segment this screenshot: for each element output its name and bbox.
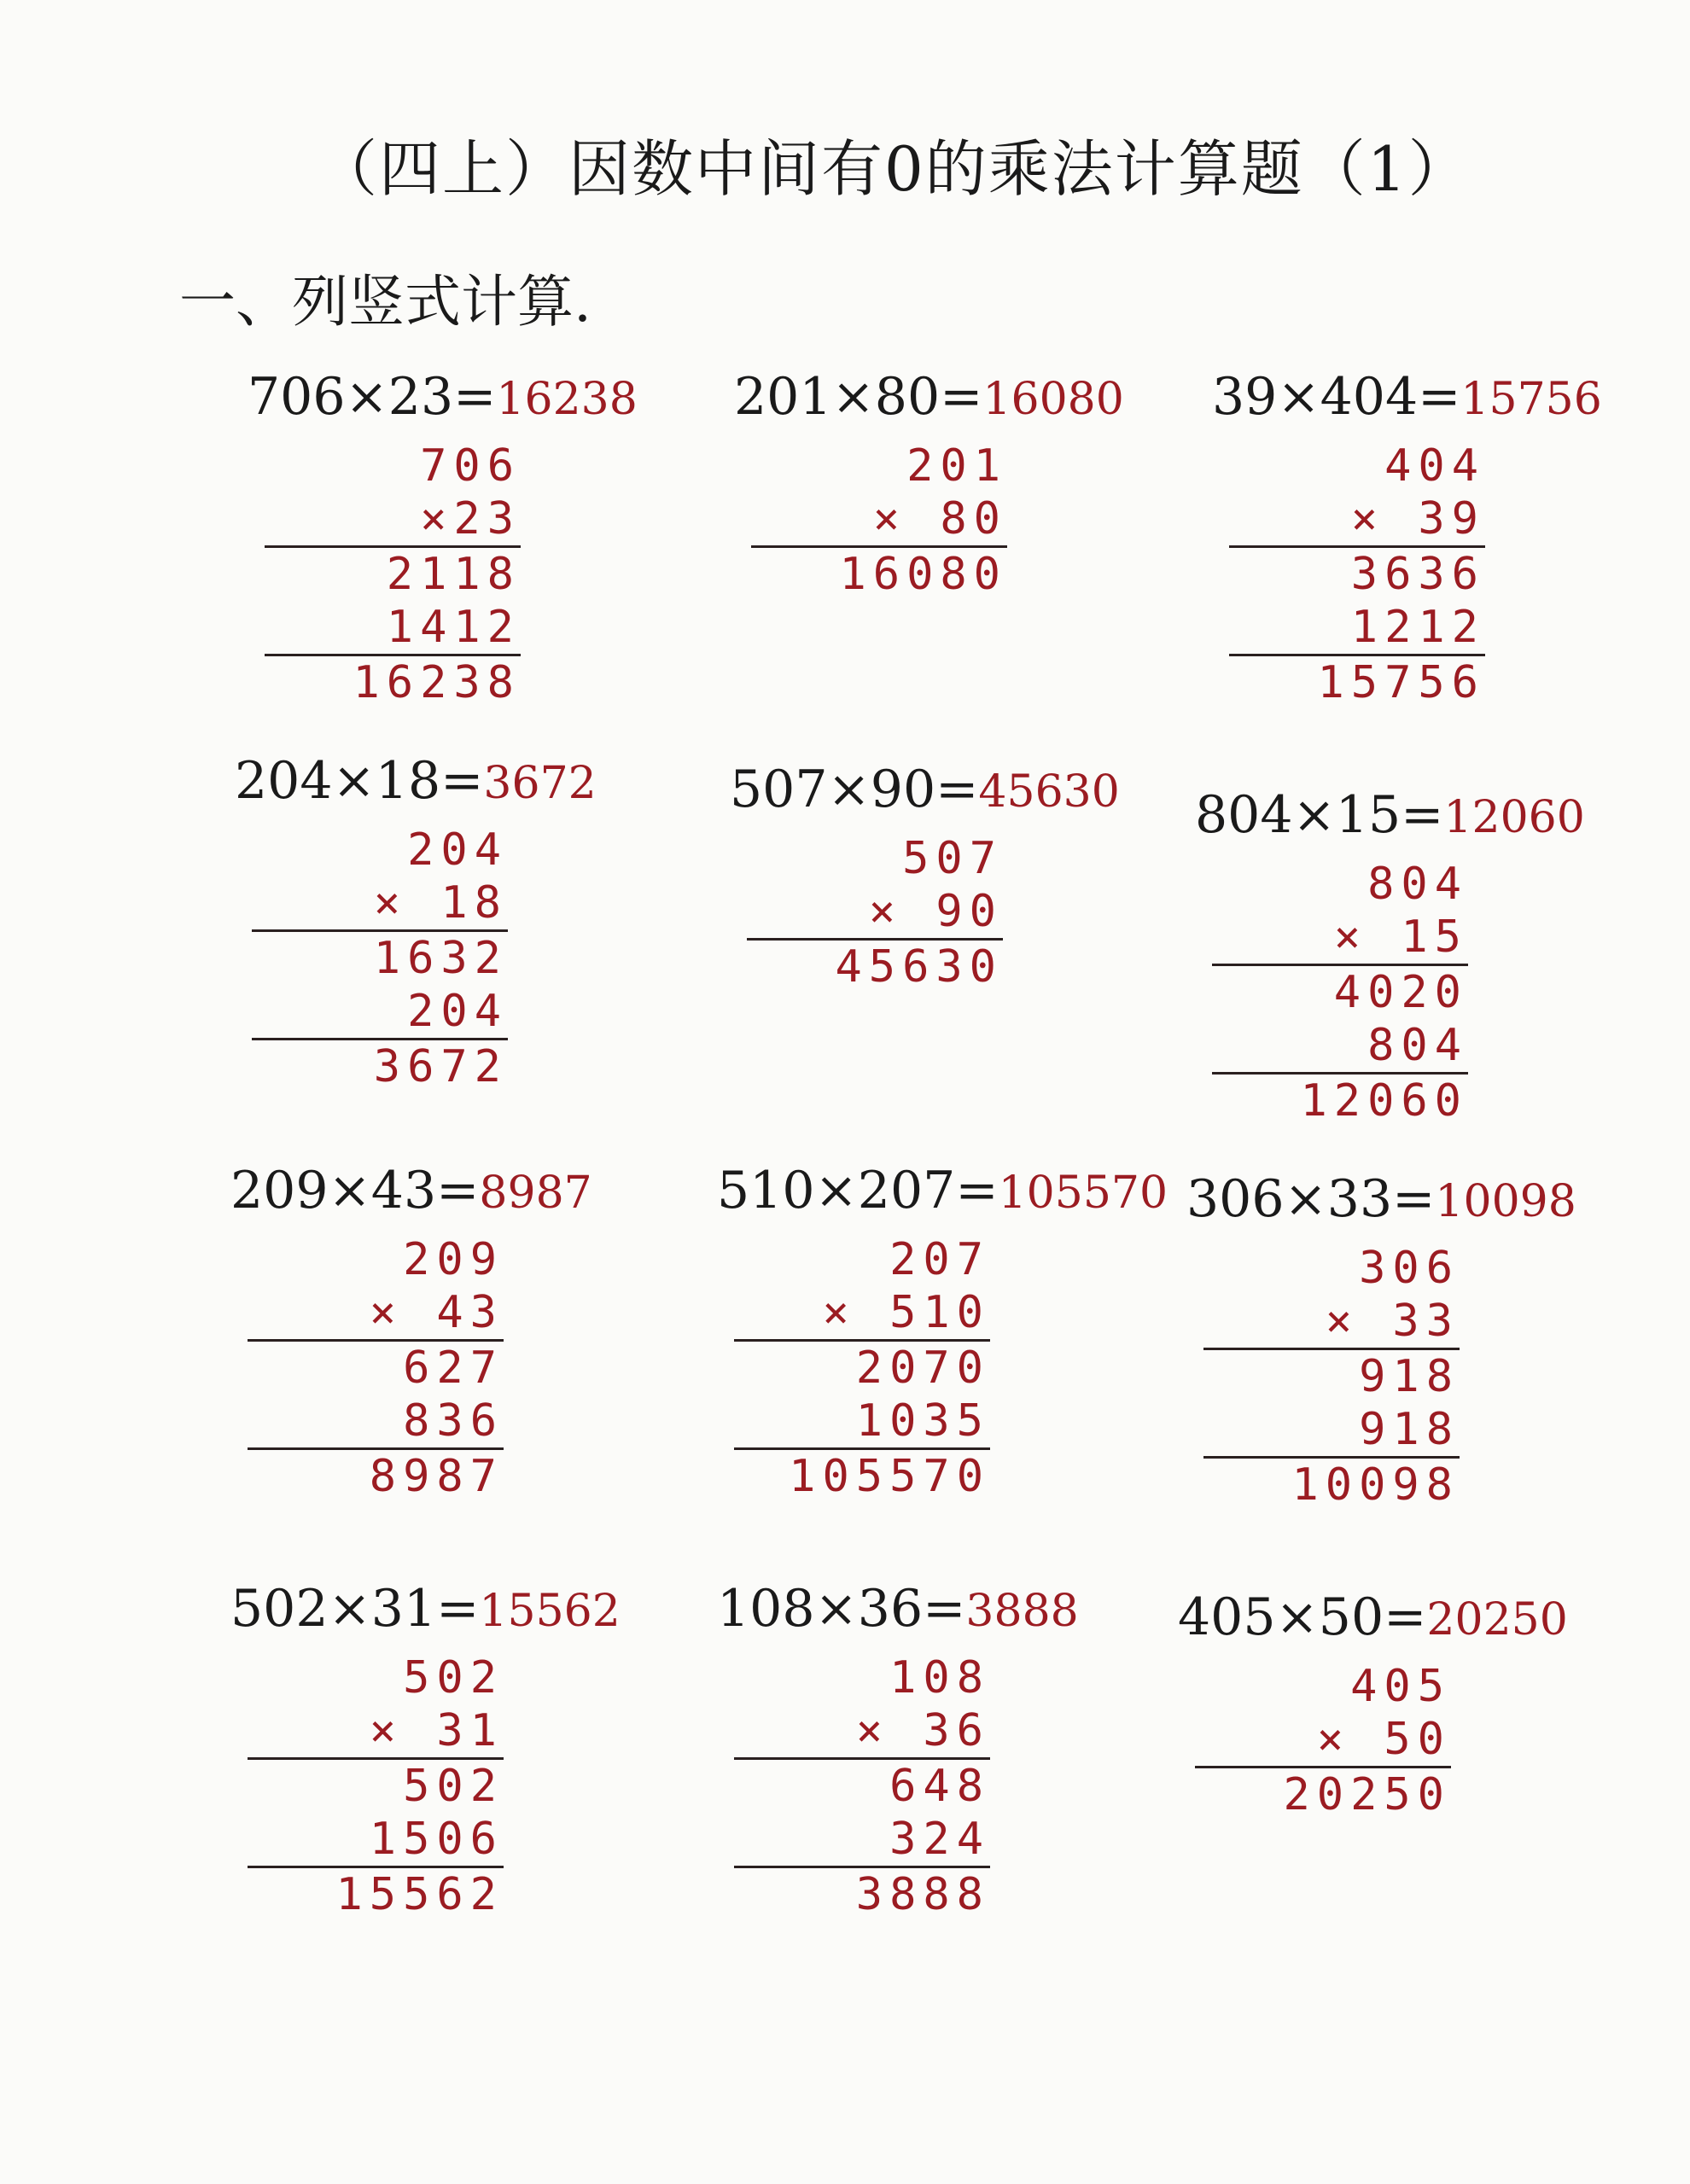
partial-product: 918 <box>1203 1348 1460 1403</box>
vertical-calculation <box>1229 440 1485 709</box>
partial-product: 324 <box>889 1814 990 1865</box>
problem-card <box>230 1161 708 1536</box>
partial-product: 502 <box>248 1757 504 1813</box>
equation <box>734 367 1124 427</box>
equation-text: 306×33= <box>1186 1169 1436 1229</box>
problem-card <box>230 1579 708 1954</box>
problem-card <box>1178 1587 1656 1963</box>
multiplicand: 108 <box>889 1652 990 1704</box>
multiplicand: 507 <box>902 833 1003 884</box>
multiplicand: 404 <box>1384 440 1485 492</box>
problem-card <box>717 1161 1195 1536</box>
vertical-calculation <box>1203 1242 1460 1511</box>
multiplicand: 502 <box>403 1652 504 1704</box>
product: 20250 <box>1195 1766 1451 1821</box>
multiplier: × 50 <box>1316 1714 1451 1765</box>
product: 8987 <box>248 1447 504 1503</box>
equation <box>235 751 597 811</box>
product: 45630 <box>747 938 1003 993</box>
equation <box>730 760 1120 819</box>
equation <box>248 367 638 427</box>
vertical-calculation <box>751 440 1007 601</box>
multiplier: × 90 <box>868 886 1003 937</box>
product: 16080 <box>751 545 1007 601</box>
equation-text: 209×43= <box>230 1161 480 1220</box>
multiplicand: 201 <box>906 440 1007 492</box>
problem-card <box>248 367 726 743</box>
equation-answer: 16080 <box>982 374 1124 425</box>
problem-card <box>1212 367 1690 743</box>
equation-text: 201×80= <box>734 367 983 427</box>
equation-answer: 15562 <box>479 1586 621 1637</box>
multiplier: × 18 <box>373 877 508 929</box>
equation-answer: 12060 <box>1443 792 1585 843</box>
equation-answer: 15756 <box>1460 374 1602 425</box>
problem-card <box>1195 785 1673 1161</box>
equation <box>1186 1169 1576 1229</box>
vertical-calculation <box>1212 858 1468 1127</box>
equation <box>717 1579 1079 1639</box>
equation-answer: 105570 <box>998 1168 1168 1219</box>
equation-text: 108×36= <box>717 1579 966 1639</box>
partial-product: 204 <box>407 986 508 1037</box>
vertical-calculation <box>248 1651 504 1921</box>
partial-product: 1412 <box>386 602 521 653</box>
multiplicand: 306 <box>1359 1243 1460 1294</box>
partial-product: 836 <box>403 1395 504 1447</box>
equation-text: 204×18= <box>235 751 484 811</box>
equation-text: 405×50= <box>1178 1587 1427 1647</box>
product: 10098 <box>1203 1456 1460 1511</box>
product: 15562 <box>248 1866 504 1921</box>
equation-text: 510×207= <box>717 1161 999 1220</box>
multiplier: × 15 <box>1333 911 1468 963</box>
vertical-calculation <box>265 440 521 709</box>
partial-product: 627 <box>248 1339 504 1395</box>
vertical-calculation <box>747 832 1003 993</box>
partial-product: 1212 <box>1350 602 1485 653</box>
problem-card <box>730 760 1208 1135</box>
equation <box>1212 367 1602 427</box>
equation-answer: 45630 <box>978 766 1120 818</box>
equation-text: 39×404= <box>1212 367 1461 427</box>
multiplier: × 510 <box>822 1287 990 1338</box>
worksheet-title: （四上）因数中间有0的乘法计算题（1） <box>316 133 1471 205</box>
product: 15756 <box>1229 654 1485 709</box>
equation-text: 804×15= <box>1195 785 1444 845</box>
section-heading: 一、列竖式计算. <box>179 269 592 335</box>
multiplier: × 80 <box>872 493 1007 545</box>
vertical-calculation <box>1195 1660 1451 1821</box>
multiplicand: 209 <box>403 1234 504 1285</box>
multiplier: × 43 <box>369 1287 504 1338</box>
equation-answer: 16238 <box>496 374 638 425</box>
equation-text: 507×90= <box>730 760 979 819</box>
equation-text: 502×31= <box>230 1579 480 1639</box>
multiplier: × 33 <box>1325 1296 1460 1347</box>
partial-product: 3636 <box>1229 545 1485 601</box>
problem-card <box>717 1579 1195 1954</box>
partial-product: 2118 <box>265 545 521 601</box>
partial-product: 2070 <box>734 1339 990 1395</box>
partial-product: 648 <box>734 1757 990 1813</box>
multiplicand: 706 <box>420 440 521 492</box>
equation-answer: 8987 <box>479 1168 592 1219</box>
partial-product: 4020 <box>1212 964 1468 1019</box>
partial-product: 804 <box>1367 1020 1468 1071</box>
product: 3672 <box>252 1038 508 1093</box>
vertical-calculation <box>252 824 508 1093</box>
multiplicand: 405 <box>1350 1661 1451 1712</box>
partial-product: 1035 <box>855 1395 990 1447</box>
equation-answer: 10098 <box>1435 1176 1576 1227</box>
problem-card <box>235 751 713 1127</box>
equation-answer: 3672 <box>483 758 597 809</box>
multiplier: × 39 <box>1350 493 1485 545</box>
equation <box>230 1579 621 1639</box>
equation-answer: 20250 <box>1426 1594 1568 1645</box>
product: 12060 <box>1212 1072 1468 1127</box>
product: 16238 <box>265 654 521 709</box>
product: 3888 <box>734 1866 990 1921</box>
multiplicand: 207 <box>889 1234 990 1285</box>
partial-product: 1632 <box>252 929 508 985</box>
problem-card <box>1186 1169 1664 1545</box>
partial-product: 918 <box>1359 1404 1460 1455</box>
equation-answer: 3888 <box>965 1586 1079 1637</box>
equation <box>230 1161 592 1220</box>
product: 105570 <box>734 1447 990 1503</box>
multiplier: × 31 <box>369 1705 504 1756</box>
multiplier: × 36 <box>855 1705 990 1756</box>
equation <box>717 1161 1168 1220</box>
equation-text: 706×23= <box>248 367 497 427</box>
vertical-calculation <box>734 1233 990 1503</box>
vertical-calculation <box>248 1233 504 1503</box>
equation <box>1178 1587 1568 1647</box>
multiplicand: 204 <box>407 824 508 876</box>
multiplicand: 804 <box>1367 859 1468 910</box>
vertical-calculation <box>734 1651 990 1921</box>
problem-card <box>734 367 1212 743</box>
partial-product: 1506 <box>369 1814 504 1865</box>
multiplier: ×23 <box>420 493 521 545</box>
equation <box>1195 785 1585 845</box>
